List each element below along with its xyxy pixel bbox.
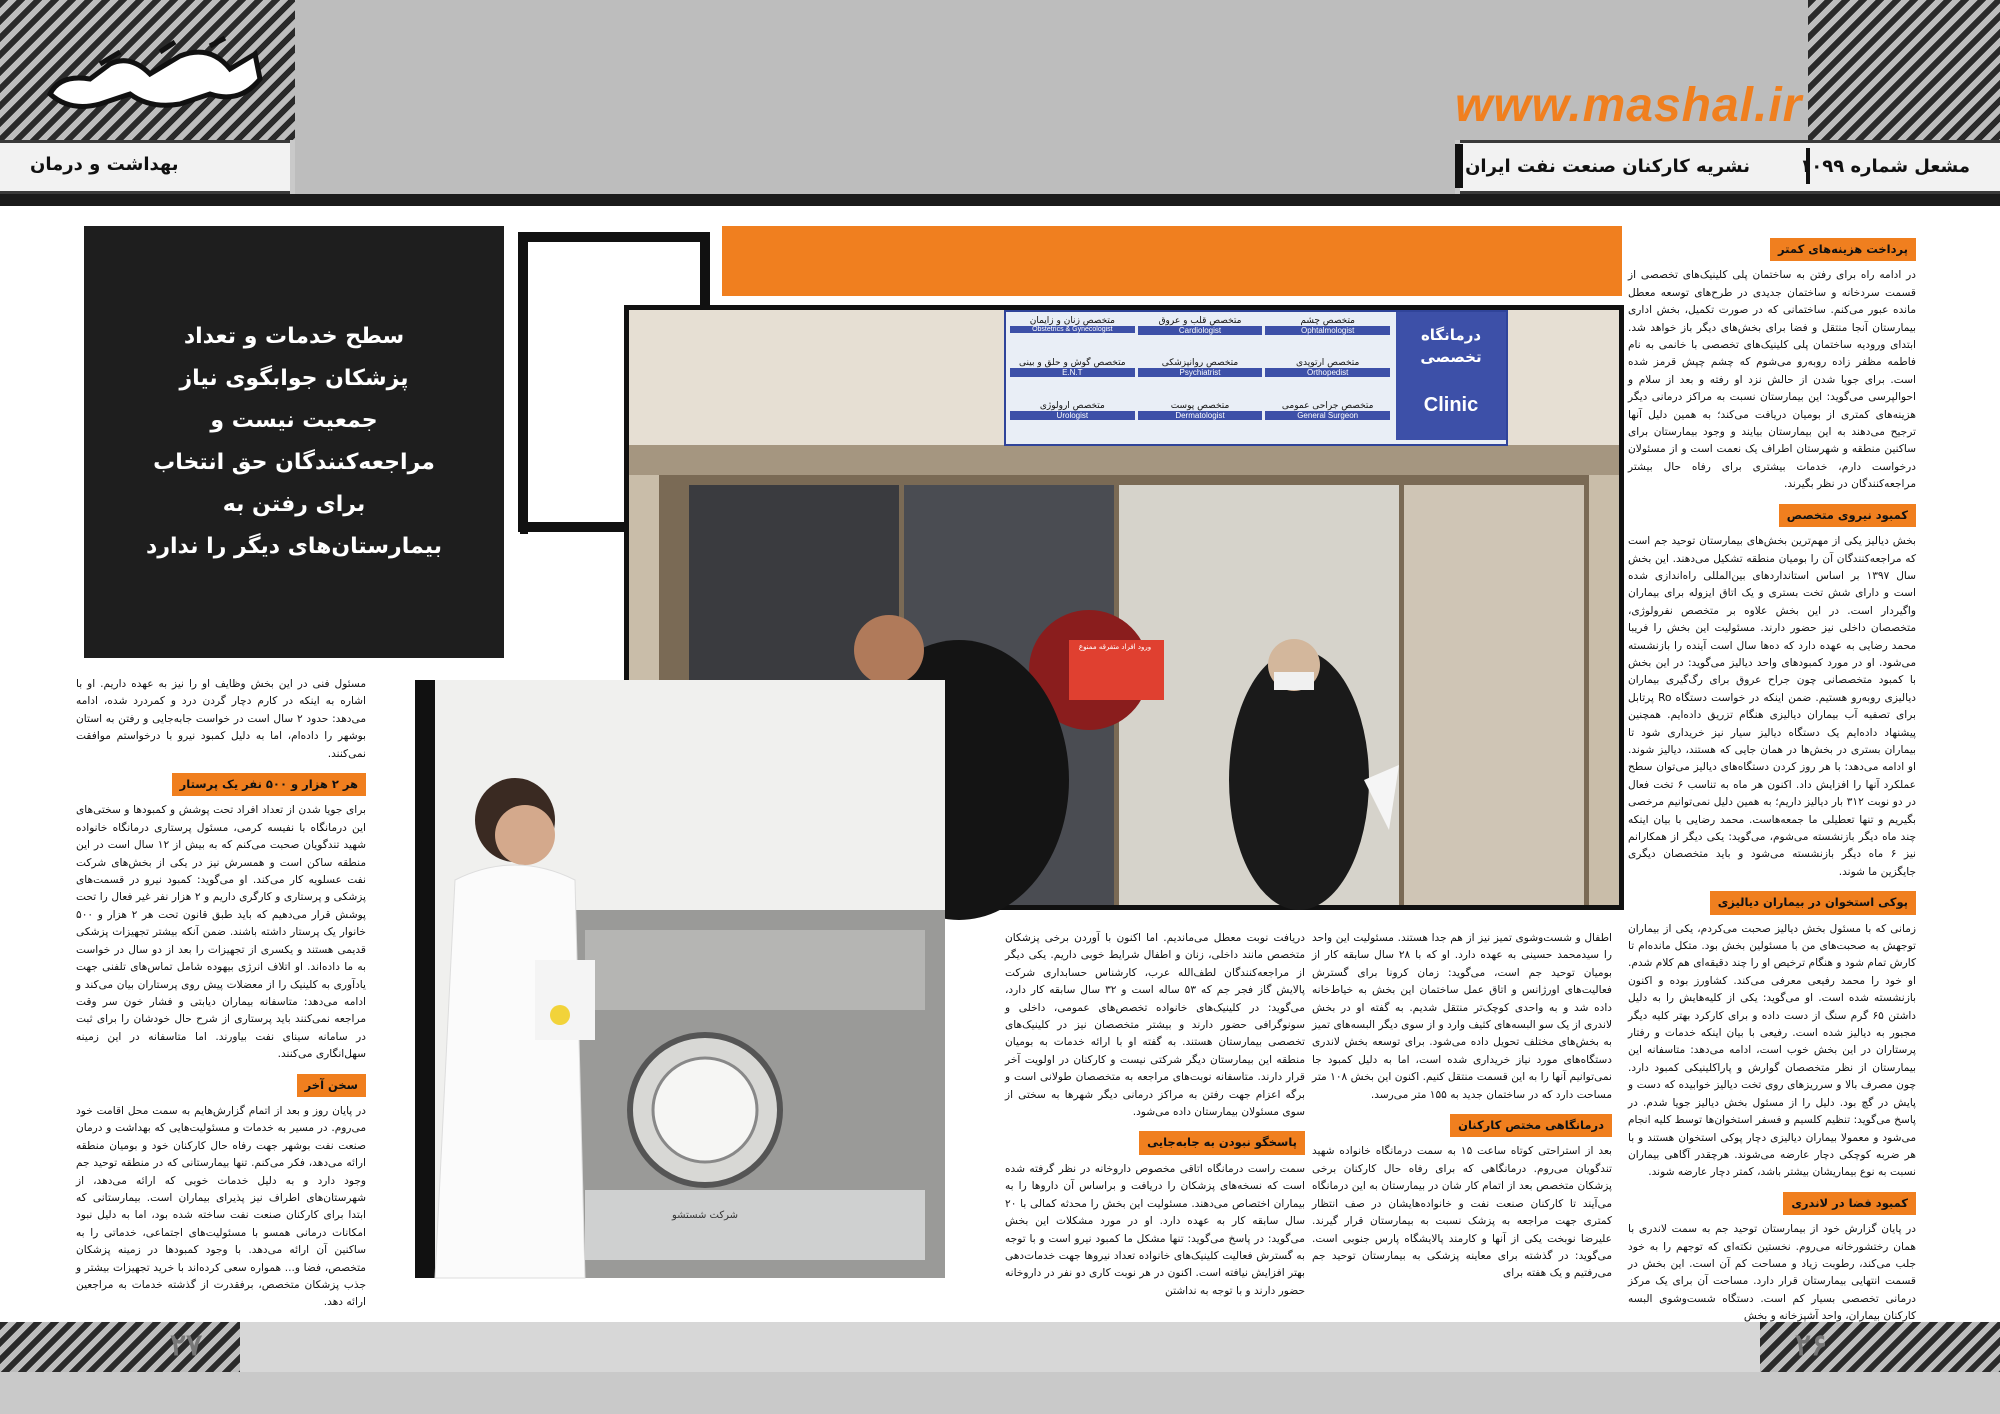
header-hatch-right xyxy=(1808,0,2000,140)
sign-cell: متخصص چشم Ophtalmologist xyxy=(1265,316,1390,355)
paragraph: برای جویا شدن از تعداد افراد تحت پوشش و کمبودها و سختی‌های این درمانگاه با نفیسه کرمی، مسئول پرستاری درمانگاه خانواده شهید تندگویان صحبت می‌کنم که به بیش از ۱۲ سال است در این منطقه ساکن است و همسرش نیز در یکی از بخش‌های شرکت نفت عسلویه کار می‌کند. او می‌گوید: کمبود نیرو در قسمت‌های پزشکی و پرستاری و کارگری داریم و ۲ هزار نفر غیر فعال را تحت پوشش قرار می‌دهیم که باید طبق قانون تحت هر ۲ هزار و ۵۰۰ خانوار یک پرستار داشته باشند. ضمن آنکه بیشتر تجهیزات پزشکی قدیمی هستند و یکسری از تجهیزات را بعد از دو سال در خواست به ما داده‌اند. او اتلاف انرژی بیهوده شامل تماس‌های تلفنی جهت یادآوری به کلینیک را از معضلات پیش روی پرستاران بیان می‌کند و ادامه می‌دهد: متاسفانه بیماران دیابتی و فشار خون سر وقت مراجعه نمی‌کنند باید پرستاری از شرح حال خودشان را برای ثبت در سامانه سینای نفت بیاورند. اما متاسفانه در این زمینه سهل‌انگاری می‌کنند. xyxy=(76,804,366,1061)
paragraph: دریافت نوبت معطل می‌ماندیم. اما اکنون با آوردن برخی پزشکان متخصص مانند داخلی، زنان و اطفال شرایط خوبی داریم. یکی دیگر از مراجعه‌کنندگان لطف‌الله عرب، کارشناس حسابداری شرکت پالایش گاز فجر جم که ۵۳ ساله است و ۳۲ سال سابقه کار دارد، می‌گوید: در کلینیک‌های خانواده تخصص‌های عمومی، داخلی و سونوگرافی حضور دارند و بیشتر متخصصان نیز در کلینیک‌های تخصصی بیمارستان هستند. به گفته او با ارائه خدمات به بومیان منطقه این بیمارستان دیگر شرکتی نیست و کارکنان در اولویت آخر قرار دارند. متاسفانه نوبت‌های مراجعه به متخصصان طولانی است و برگه اعزام جهت رفتن به مراکز درمانی دیگر شهرها به سختی از سوی مسئولان بیمارستان داده می‌شود. xyxy=(1005,932,1306,1119)
sign-cell: متخصص ارتوپدی Orthopedist xyxy=(1265,358,1390,397)
footer-hatch-left xyxy=(0,1322,240,1372)
door-notice: ورود افراد متفرقه ممنوع xyxy=(1078,643,1152,651)
sign-cell: متخصص روانپزشکی Psychiatrist xyxy=(1138,358,1263,397)
sign-cell: متخصص پوست Dermatologist xyxy=(1138,401,1263,440)
sign-cell: متخصص گوش و حلق و بینی E.N.T xyxy=(1010,358,1135,397)
clinic-sign-title: درمانگاه تخصصی Clinic xyxy=(1396,312,1506,440)
website-url[interactable]: www.mashal.ir xyxy=(1455,79,1803,132)
paragraph: زمانی که با مسئول بخش دیالیز صحبت می‌کردم، یکی از بیماران توجهش به صحبت‌های من با مسئولین بخش بود. متکل مانده‌ام تا کارش تمام شود و هنگام ترخیص او را چند دقیقه‌ای هم کلام شدم. او خود را محمد رفیعی معرفی می‌کند. کشاورز بوده و اکنون بازنشسته شده است. او می‌گوید: یکی از کلیه‌هایش را به دلیل داشتن ۶۵ گرم سنگ از دست داده و برای کارکرد بهتر کلیه دیگر مجبور به دیالیز شده است. رفیعی با بیان اینکه خدمات و رفتار پرستاران در این بخش خوب است، ادامه می‌دهد: متاسفانه این بیمارستان از نظر متخصصان گوارش و پاراکلینیکی کمبود دارد. چون مصرف بالا و سرریزهای روی تخت دیالیز خوابیده که دست و پایش در گچ بود. دلیل را از مسئول بخش دیالیز جویا شدم. در پاسخ می‌گوید: تنظیم کلسیم و فسفر استخوان‌ها توسط کلیه انجام می‌شود و معمولا بیماران دیالیزی دچار پوکی استخوان هستند و با هر ضربه کوچکی دچار عارضه می‌شوند. هرچقدر آگاهی بیماران نسبت به نوع بیماریشان بیشتر باشد، کمتر دچار عارضه شوند. xyxy=(1628,922,1917,1179)
article-column-mid xyxy=(1005,930,1306,1297)
machine-label: شرکت شستشو xyxy=(671,1210,739,1221)
paragraph: در پایان روز و بعد از اتمام گزارش‌هایم به سمت محل اقامت خود می‌روم. در مسیر به خدمات و مسئولیت‌هایی که بهداشت و درمان صنعت نفت بوشهر جهت رفاه حال کارکنان خود و بومیان منطقه ارائه می‌دهد، فکر می‌کنم. تنها بیمارستانی که در منطقه توحید جم وجود دارد و به دلیل خدمات خوبی که ارائه می‌دهد، از شهرستان‌های اطراف نیز پذیرای بیماران است. بیمارستانی که ابتدا برای کارکنان صنعت نفت ساخته شده بود، اما به دلیل نبود امکانات درمانی همسو با مسئولیت‌های اجتماعی، خدماتی را به ساکنین آن ارائه می‌دهد. با وجود کمبودها در زمینه پزشکان متخصص، فضا و... همواره سعی کرده‌اند با خرید تجهیزات بیشتر و جذب پزشکان متخصص، برفقدرت از گذشته خدمات به مراجعین ارائه دهد. xyxy=(76,1104,366,1309)
header-divider xyxy=(1455,144,1463,188)
article-column-right xyxy=(1628,228,1917,1323)
subheading: کمبود نیروی متخصص xyxy=(1779,504,1916,527)
article-column-left xyxy=(76,676,367,1309)
sign-cell: متخصص قلب و عروق Cardiologist xyxy=(1138,316,1263,355)
paragraph: اطفال و شست‌وشوی تمیز نیز از هم جدا هستند. مسئولیت این واحد را سیدمحمد حسینی به عهده دارد. او که با ۲۸ سال سابقه کار از بومیان توحید جم است، می‌گوید: زمان کرونا برای گسترش فعالیت‌های اورژانس و اتاق عمل ساختمان این بخش به خیاط‌خانه داده شد و به واحدی کوچک‌تر منتقل شدیم. به گفته او در بخش لاندری از یک سو البسه‌های کثیف وارد و از سوی دیگر البسه‌های تمیز به بخش‌های مختلف تحویل داده می‌شود. برای توسعه بخش لاندری دستگاه‌های مورد نیاز خریداری شده است، اما به دلیل کمبود جا نمی‌توانیم آنها را به این قسمت منتقل کنیم. اکنون این بخش ۱۰۸ متر مساحت دارد که در ساختمان جدید به ۱۵۵ متر می‌رسد. xyxy=(1311,932,1612,1101)
subheading: پوکی استخوان در بیماران دیالیزی xyxy=(1710,891,1916,914)
paragraph: در پایان گزارش خود از بیمارستان توحید جم به سمت لاندری با همان رختشورخانه می‌روم. نخستین نکته‌ای که توجهم را به خود جلب می‌کند، رطوبت زیاد و مساحت کم آن است. این بخش در قسمت انتهایی بیمارستان قرار دارد. مساحت آن برای یک مرکز درمانی تخصصی بسیار کم است. دستگاه شست‌وشوی البسه کارکنان بیماران، واحد آشپزخانه و بخش xyxy=(1628,1223,1916,1323)
clinic-sign-grid xyxy=(1010,316,1390,440)
subheading: درمانگاهی مختص کارکنان xyxy=(1450,1114,1612,1137)
frame-bar xyxy=(520,234,528,534)
page-number-left: ۲۷ xyxy=(170,1329,203,1362)
section-label: بهداشت و درمان xyxy=(30,154,179,175)
paragraph: بخش دیالیز یکی از مهم‌ترین بخش‌های بیمارستان توحید جم است که مراجعه‌کنندگان آن را بومیان منطقه تشکیل می‌دهند. این بخش سال ۱۳۹۷ بر اساس استانداردهای بین‌المللی راه‌اندازی شده است و دارای شش تخت بستری و یک اتاق ایزوله برای بیماران واگیردار است. در این بخش علاوه بر متخصص نفرولوژی، متخصصان داخلی نیز حضور دارند. مسئولیت این بخش را فریبا محمد رضایی به عهده دارد که ده‌ها سال است آینده را بازنشسته می‌شود. او در مورد کمبودهای واحد دیالیز می‌گوید: در این بخش با کمبود متخصصانی چون جراح عروق برای رگ‌گیری بیماران دیالیزی روبه‌رو هستیم. ضمن اینکه در خواست دستگاه Ro پرتابل برای تصفیه آب بیماران دیالیزی هنگام تزریق داده‌ایم. همچنین پیشنهاد داده‌ایم یک دستگاه دیالیز سیار نیز خریداری شود تا بیماران بستری در بخش‌ها در همان جایی که هستند، دیالیز شوند. او ادامه می‌دهد: با هر روز کردن دستگاه‌های دیالیز می‌توان سطح عملکرد آنها را افزایش داد. اکنون هر ماه به تناسب ۶ تخت فعال در دو نوبت ۳۱۲ بار دیالیز داریم؛ به همین دلیل نمی‌توانیم مرخصی بگیریم و تنها تعطیلی ما جمعه‌هاست. محمد رضایی با بیان اینکه چند ماه دیگر بازنشسته می‌شوم، می‌گوید: یکی دیگر از همکارانم نیز ۶ ماه دیگر بازنشسته می‌شود و باید متخصصان دیگری جایگزین ما شوند. xyxy=(1628,535,1917,878)
subheading: هر ۲ هزار و ۵۰۰ نفر یک پرستار xyxy=(172,773,366,796)
paragraph: بعد از استراحتی کوتاه ساعت ۱۵ به سمت درمانگاه خانواده شهید تندگویان می‌روم. درمانگاهی که برای رفاه حال کارکنان برخی پزشکان متخصص بعد از اتمام کار شان در بیمارستان به این درمانگاه می‌آیند تا کارکنان صنعت نفت و خانواده‌هایشان در صف انتظار کمتری جهت مراجعه به پزشک نسبت به بیمارستان قرار گیرند. علیرضا نوبخت یکی از آنها و کارمند پالایشگاه پارس جنوبی است. می‌گوید: در گذشته برای معاینه پزشکی به بیمارستان توحید جم می‌رفتیم و یک هفته برای xyxy=(1312,1145,1612,1280)
paragraph: سمت راست درمانگاه اتاقی مخصوص داروخانه در نظر گرفته شده است که نسخه‌های پزشکان را دریافت و براساس آن داروها را به بیماران اختصاص می‌دهند. مسئولیت این بخش را محدثه کمالی با ۲۰ سال سابقه کار به عهده دارد. او در مورد مشکلات این بخش می‌گوید: در پاسخ می‌گوید: تنها مشکل ما کمبود نیرو است و با توجه به گسترش فعالیت کلینیک‌های خانواده تعداد نیروها جهت خدمات‌دهی بهتر افزایش نیافته است. اکنون در هر نوبت کاری دو نفر در داروخانه حضور دارند و با توجه به نداشتن xyxy=(1005,1162,1305,1297)
subheading: پاسخگو نبودن به جابه‌جایی xyxy=(1139,1131,1305,1154)
pull-quote-text: سطح خدمات و تعداد پزشکان جوابگوی نیاز جمعیت نیست و مراجعه‌کنندگان حق انتخاب برای رفتن به بیمارستان‌های دیگر را ندارد xyxy=(146,324,442,559)
subheading: سخن آخر xyxy=(297,1074,366,1097)
paragraph: در ادامه راه برای رفتن به ساختمان پلی کلینیک‌های تخصصی از قسمت سردخانه و ساختمان جدیدی در طرح‌های توسعه معطل مانده عبور می‌کنم. ساختمانی که در صورت تکمیل، بخش اداری بیمارستان آنجا منتقل و فضا برای بخش‌های دیگر باز خواهد شد. ابتدای ورودیه ساختمان پلی کلینیک‌های تخصصی با خانمی به نام فاطمه مظفر زاده روبه‌رو می‌شوم که چشم چپش قرمز شده است. برای جویا شدن از حالش نزد او رفته و بعد از سلام و احوالپرسی می‌گوید: این بیمارستان نسبت به مراکز درمانی دیگر هزینه‌های کمتری از بومیان دریافت می‌کند؛ به همین دلیل آنها ترجیح می‌دهند به این بیمارستان بیایند و وجود بیمارستان برای ساکنین منطقه و شهرستان اطراف یک نعمت است و از مسئولان درخواست دارم، خدمات بیشتری برای رفاه حال بیشتر مراجعه‌کنندگان در نظر بگیرند. xyxy=(1628,269,1916,491)
sign-cell: متخصص زنان و زایمان Obstetrics & Gynecologist xyxy=(1010,316,1135,355)
article-column-mid-right xyxy=(1312,930,1612,1290)
pull-quote xyxy=(84,226,504,658)
sign-cell: متخصص جراحی عمومی General Surgeon xyxy=(1265,401,1390,440)
publication-label: نشریه کارکنان صنعت نفت ایران xyxy=(1465,156,1750,177)
magazine-logo xyxy=(40,34,270,114)
sign-cell: متخصص ارولوژی Urologist xyxy=(1010,401,1135,440)
clinic-sign xyxy=(1004,310,1508,446)
header-bar-middle xyxy=(295,140,1455,194)
orange-banner xyxy=(722,226,1622,296)
page-number-right: ۲۶ xyxy=(1795,1329,1828,1362)
header-black-rule xyxy=(0,194,2000,206)
laundry-photo xyxy=(415,680,945,1278)
subheading: کمبود فضا در لاندری xyxy=(1783,1192,1916,1215)
paragraph: مسئول فنی در این بخش وظایف او را نیز به عهده داریم. او با اشاره به اینکه در کارم دچار گردن درد و کمردرد شده، ادامه می‌دهد: حدود ۲ سال است در خواست جابه‌جایی و رفتن به استان بوشهر را داده‌ام، اما به دلیل کمبود نیرو با درخواستم موافقت نمی‌کنند. xyxy=(76,678,367,760)
subheading: پرداخت هزینه‌های کمتر xyxy=(1770,238,1916,261)
issue-label: مشعل شماره ۱۰۹۹ xyxy=(1800,156,1970,177)
footer-bottom xyxy=(0,1372,2000,1414)
footer-band xyxy=(240,1322,1760,1372)
